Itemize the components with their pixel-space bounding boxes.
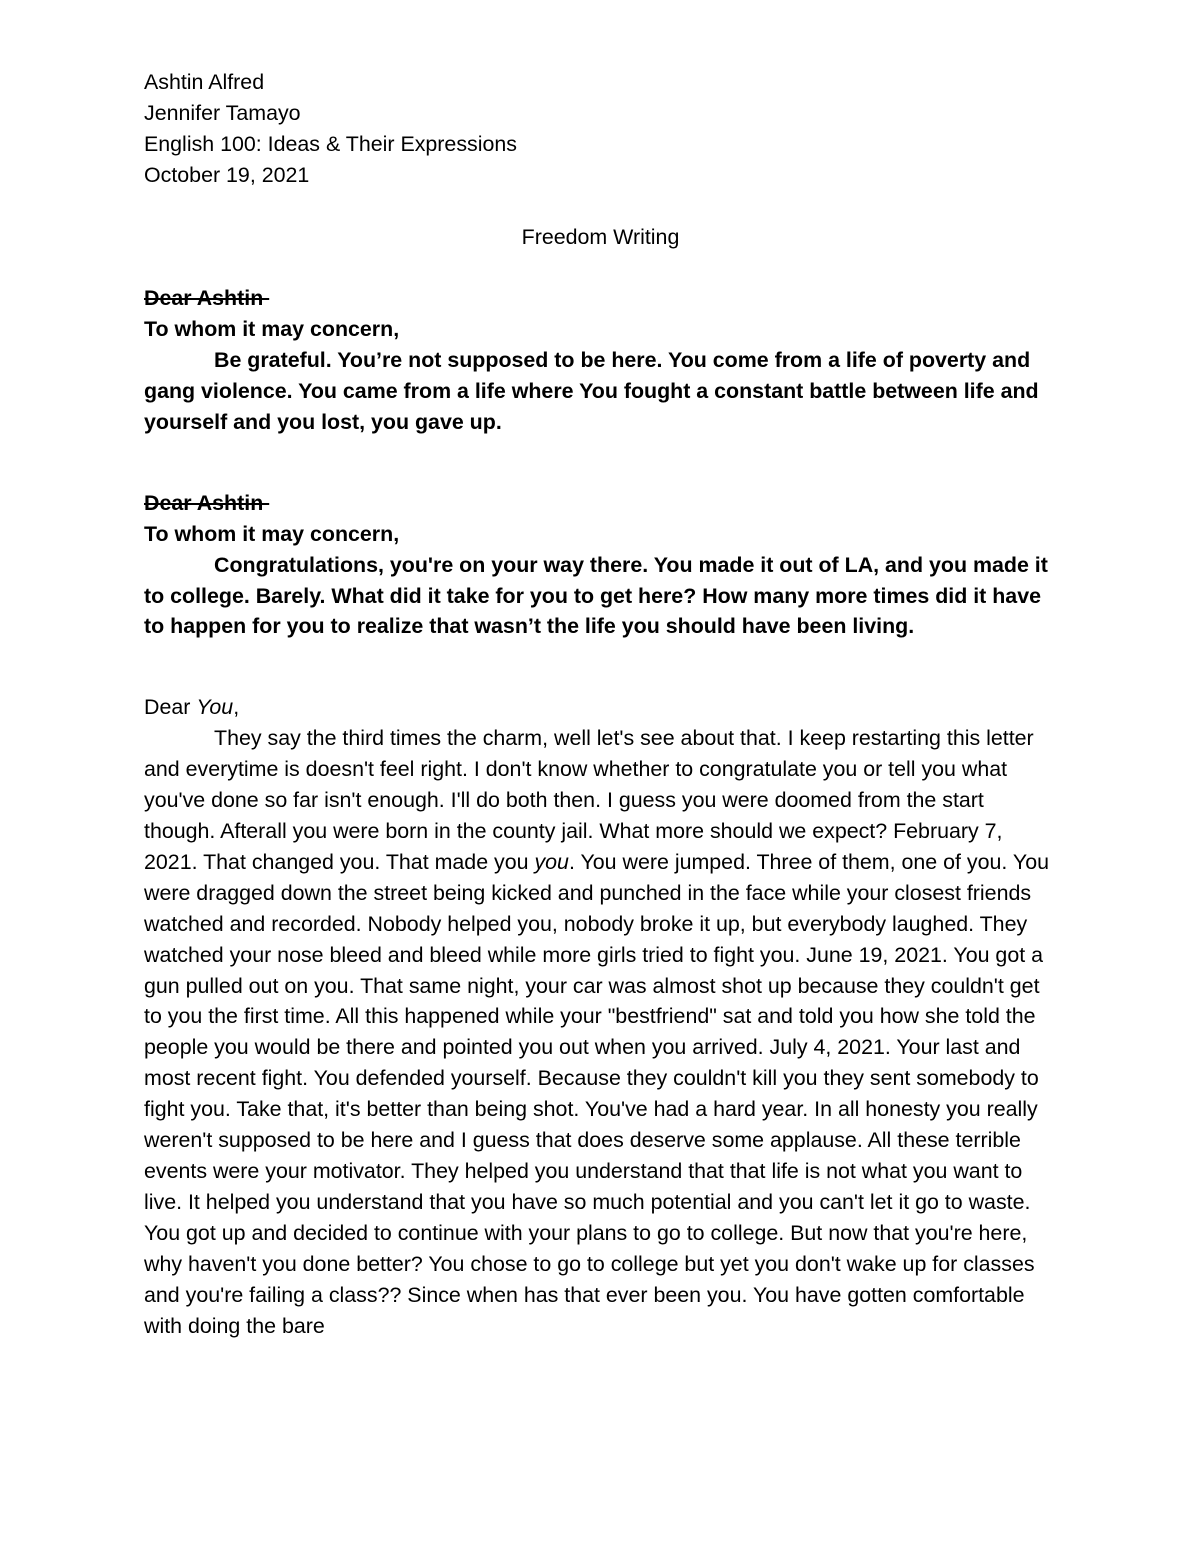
salutation-emphasis: You xyxy=(196,695,234,720)
salutation xyxy=(144,692,1057,723)
author-name: Ashtin Alfred xyxy=(144,70,265,94)
spacer xyxy=(144,438,1057,488)
letter-section-3 xyxy=(144,692,1057,1341)
spacer xyxy=(144,191,1057,222)
salutation-strikethrough xyxy=(144,283,1057,314)
spacer xyxy=(144,642,1057,692)
letter-section-2 xyxy=(144,488,1057,643)
struck-text: Dear Ashtin xyxy=(144,490,270,515)
body-emphasis: you xyxy=(534,849,569,874)
essay-title: Freedom Writing xyxy=(521,224,680,249)
body-text: They say the third times the charm, well let's see about that. I keep restarting this letter and everytime is doesn't feel right. I don't know whether to congratulate you or tell you what you've done so far isn't enough. I'll do both then. I guess you were doomed from the start though. Afterall you were born in the county jail. What more should we expect? February 7, 2021. That changed you. That made you xyxy=(144,726,1034,874)
salutation: To whom it may concern, xyxy=(144,521,400,546)
struck-text: Dear Ashtin xyxy=(144,286,270,311)
spacer xyxy=(144,252,1057,283)
letter-body xyxy=(144,723,1057,1341)
body-text: . You were jumped. Three of them, one of you. You were dragged down the street being kicked and punched in the face while your closest friends watched and recorded. Nobody helped you, nobody broke it up, but everybody laughed. They watched your nose bleed and bleed while more girls tried to fight you. June 19, 2021. You got a gun pulled out on you. That same night, your car was almost shot up because they couldn't get to you the first time. All this happened while your "bestfriend" sat and told you how she told the people you would be there and pointed you out when you arrived. July 4, 2021. Your last and most recent fight. You defended yourself. Because they couldn't kill you they sent somebody to fight you. Take that, it's better than being shot. You've had a hard year. In all honesty you really weren't supposed to be here and I guess that does deserve some applause. All these terrible events were your motivator. They helped you understand that that life is not what you want to live. It helped you understand that you have so much potential and you can't let it go to waste. You got up and decided to continue with your plans to go to college. But now that you're here, why haven't you done better? You chose to go to college but yet you don't wake up for classes and you're failing a class?? Since when has that ever been you. You have gotten comfortable with doing the bare xyxy=(144,849,1050,1338)
date: October 19, 2021 xyxy=(144,162,310,187)
salutation-suffix: , xyxy=(233,695,240,720)
letter-body: Congratulations, you're on your way there. You made it out of LA, and you made it to college. Barely. What did it take for you to get here? How many more times did it have to happen for you to realize that wasn’t the life you should have been living. xyxy=(144,552,1048,639)
letter-body: Be grateful. You’re not supposed to be here. You come from a life of poverty and gang violence. You came from a life where You fought a constant battle between life and yourself and you lost, you gave up. xyxy=(144,348,1039,434)
salutation-strikethrough xyxy=(144,488,1057,519)
salutation-prefix: Dear xyxy=(144,695,197,720)
instructor-name: Jennifer Tamayo xyxy=(144,100,301,125)
letter-section-1 xyxy=(144,283,1057,438)
document-heading xyxy=(144,67,1057,191)
course-name: English 100: Ideas & Their Expressions xyxy=(144,131,517,156)
salutation: To whom it may concern, xyxy=(144,317,400,342)
